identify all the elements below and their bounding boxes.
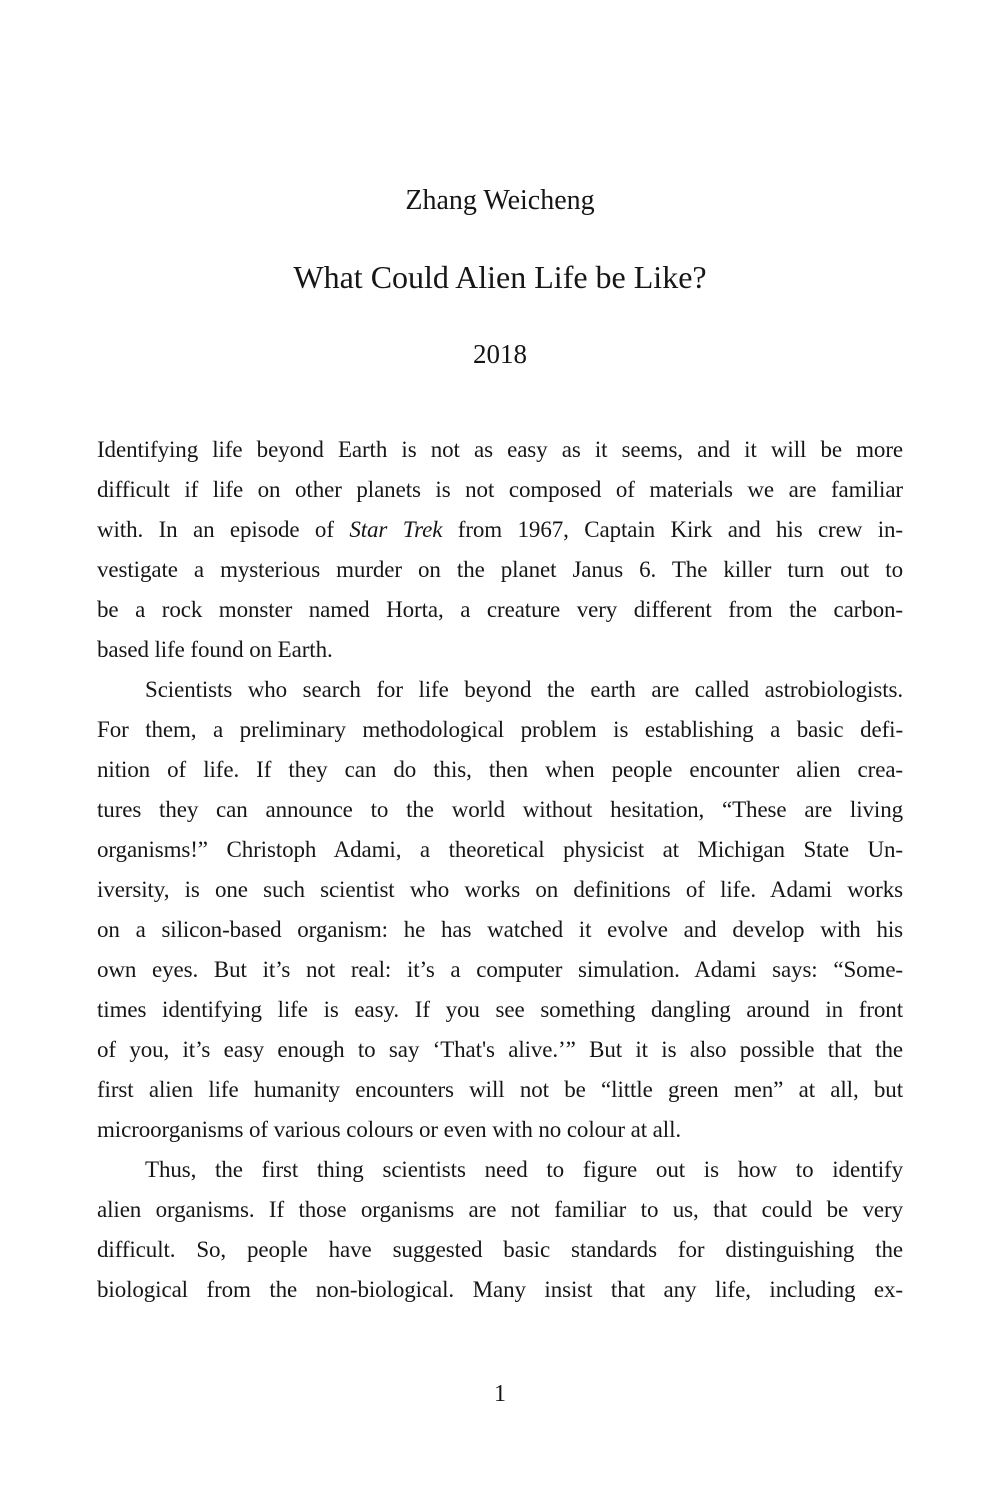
text-segment: first alien life humanity encounters will not be “little green men” at all, but	[97, 1077, 903, 1102]
text-line	[97, 670, 903, 710]
text-segment: Scientists who search for life beyond the earth are called astrobiologists.	[145, 677, 903, 702]
text-line	[97, 630, 903, 670]
text-segment: be a rock monster named Horta, a creature very different from the carbon-	[97, 597, 903, 622]
text-segment: on a silicon-based organism: he has watched it evolve and develop with his	[97, 917, 903, 942]
text-segment: organisms!” Christoph Adami, a theoretical physicist at Michigan State Un-	[97, 837, 903, 862]
text-segment: nition of life. If they can do this, then when people encounter alien crea-	[97, 757, 903, 782]
text-segment: of you, it’s easy enough to say ‘That's alive.’” But it is also possible that the	[97, 1037, 903, 1062]
text-line	[97, 710, 903, 750]
text-line	[97, 990, 903, 1030]
publication-year: 2018	[473, 339, 527, 369]
text-segment: biological from the non-biological. Many insist that any life, including ex-	[97, 1277, 903, 1302]
text-line	[97, 550, 903, 590]
text-segment: times identifying life is easy. If you see something dangling around in front	[97, 997, 903, 1022]
text-line	[97, 1230, 903, 1270]
text-line	[97, 1070, 903, 1110]
text-segment: Thus, the first thing scientists need to figure out is how to identify	[145, 1157, 903, 1182]
text-segment: difficult if life on other planets is not composed of materials we are familiar	[97, 477, 903, 502]
text-line	[97, 510, 903, 550]
text-line	[97, 910, 903, 950]
text-segment: microorganisms of various colours or even with no colour at all.	[97, 1117, 682, 1142]
text-line	[97, 1190, 903, 1230]
text-line	[97, 1270, 903, 1310]
paragraph	[97, 670, 903, 1150]
text-line	[97, 950, 903, 990]
text-segment: from 1967, Captain Kirk and his crew in-	[442, 517, 903, 542]
text-segment: vestigate a mysterious murder on the planet Janus 6. The killer turn out to	[97, 557, 903, 582]
page-number: 1	[494, 1381, 506, 1407]
text-segment: own eyes. But it’s not real: it’s a computer simulation. Adami says: “Some-	[97, 957, 903, 982]
text-segment: iversity, is one such scientist who works on definitions of life. Adami works	[97, 877, 903, 902]
text-line	[97, 790, 903, 830]
text-segment: difficult. So, people have suggested basic standards for distinguishing the	[97, 1237, 903, 1262]
paragraph	[97, 430, 903, 670]
text-line	[97, 1150, 903, 1190]
text-line	[97, 470, 903, 510]
text-line	[97, 1030, 903, 1070]
text-segment: Identifying life beyond Earth is not as easy as it seems, and it will be more	[97, 437, 903, 462]
text-line	[97, 830, 903, 870]
text-line	[97, 1110, 903, 1150]
text-segment: tures they can announce to the world without hesitation, “These are living	[97, 797, 903, 822]
text-segment: with. In an episode of	[97, 517, 350, 542]
text-line	[97, 590, 903, 630]
text-line	[97, 870, 903, 910]
italic-text: Star Trek	[349, 517, 443, 542]
author-name: Zhang Weicheng	[405, 185, 595, 216]
paragraph	[97, 1150, 903, 1310]
text-line	[97, 430, 903, 470]
text-segment: alien organisms. If those organisms are not familiar to us, that could be very	[97, 1197, 903, 1222]
text-segment: For them, a preliminary methodological problem is establishing a basic defi-	[97, 717, 903, 742]
text-segment: based life found on Earth.	[97, 637, 333, 662]
text-line	[97, 750, 903, 790]
page-title: What Could Alien Life be Like?	[293, 259, 707, 295]
body-text	[97, 430, 903, 1310]
